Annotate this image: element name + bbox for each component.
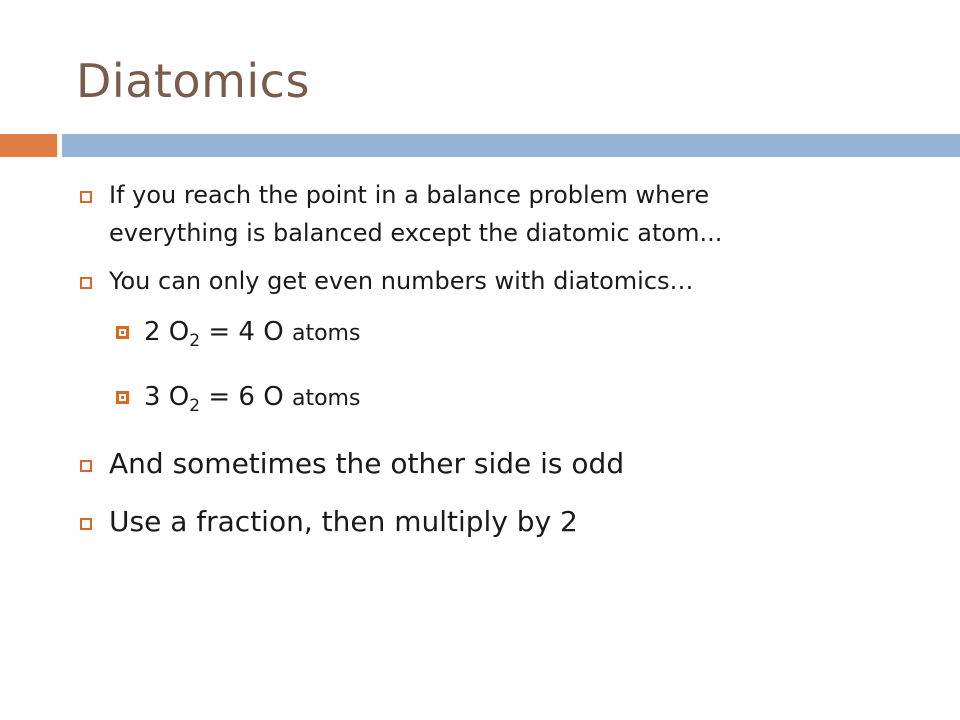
sub-bullet-icon <box>116 391 129 404</box>
formula-subscript: 2 <box>189 331 201 351</box>
formula-coefficient: 3 O <box>144 382 190 412</box>
bullet-text-line: If you reach the point in a balance problem where <box>109 181 710 209</box>
bullet-item <box>76 176 936 252</box>
square-bullet-icon <box>80 518 92 530</box>
accent-bar-blue <box>62 134 960 157</box>
bullet-list <box>76 176 936 542</box>
square-bullet-icon <box>80 277 92 289</box>
slide-title: Diatomics <box>76 54 310 108</box>
formula-unit: atoms <box>291 321 361 346</box>
bullet-text: You can only get even numbers with diatomics… <box>109 267 694 295</box>
formula-equals: = 6 O <box>200 382 292 412</box>
bullet-text-line: everything is balanced except the diatomic atom... <box>109 219 723 247</box>
sub-bullet-item <box>76 377 936 426</box>
bullet-item <box>76 502 936 542</box>
formula-equals: = 4 O <box>200 317 292 347</box>
bullet-text: And sometimes the other side is odd <box>109 447 625 480</box>
formula-coefficient: 2 O <box>144 317 190 347</box>
formula-subscript: 2 <box>189 396 201 416</box>
bullet-text: Use a fraction, then multiply by 2 <box>109 505 578 538</box>
square-bullet-icon <box>80 191 92 203</box>
sub-bullet-icon <box>116 326 129 339</box>
bullet-item <box>76 262 936 300</box>
bullet-item <box>76 444 936 484</box>
accent-bar-orange <box>0 134 57 157</box>
sub-bullet-item <box>76 312 936 361</box>
formula-unit: atoms <box>291 386 361 411</box>
square-bullet-icon <box>80 460 92 472</box>
